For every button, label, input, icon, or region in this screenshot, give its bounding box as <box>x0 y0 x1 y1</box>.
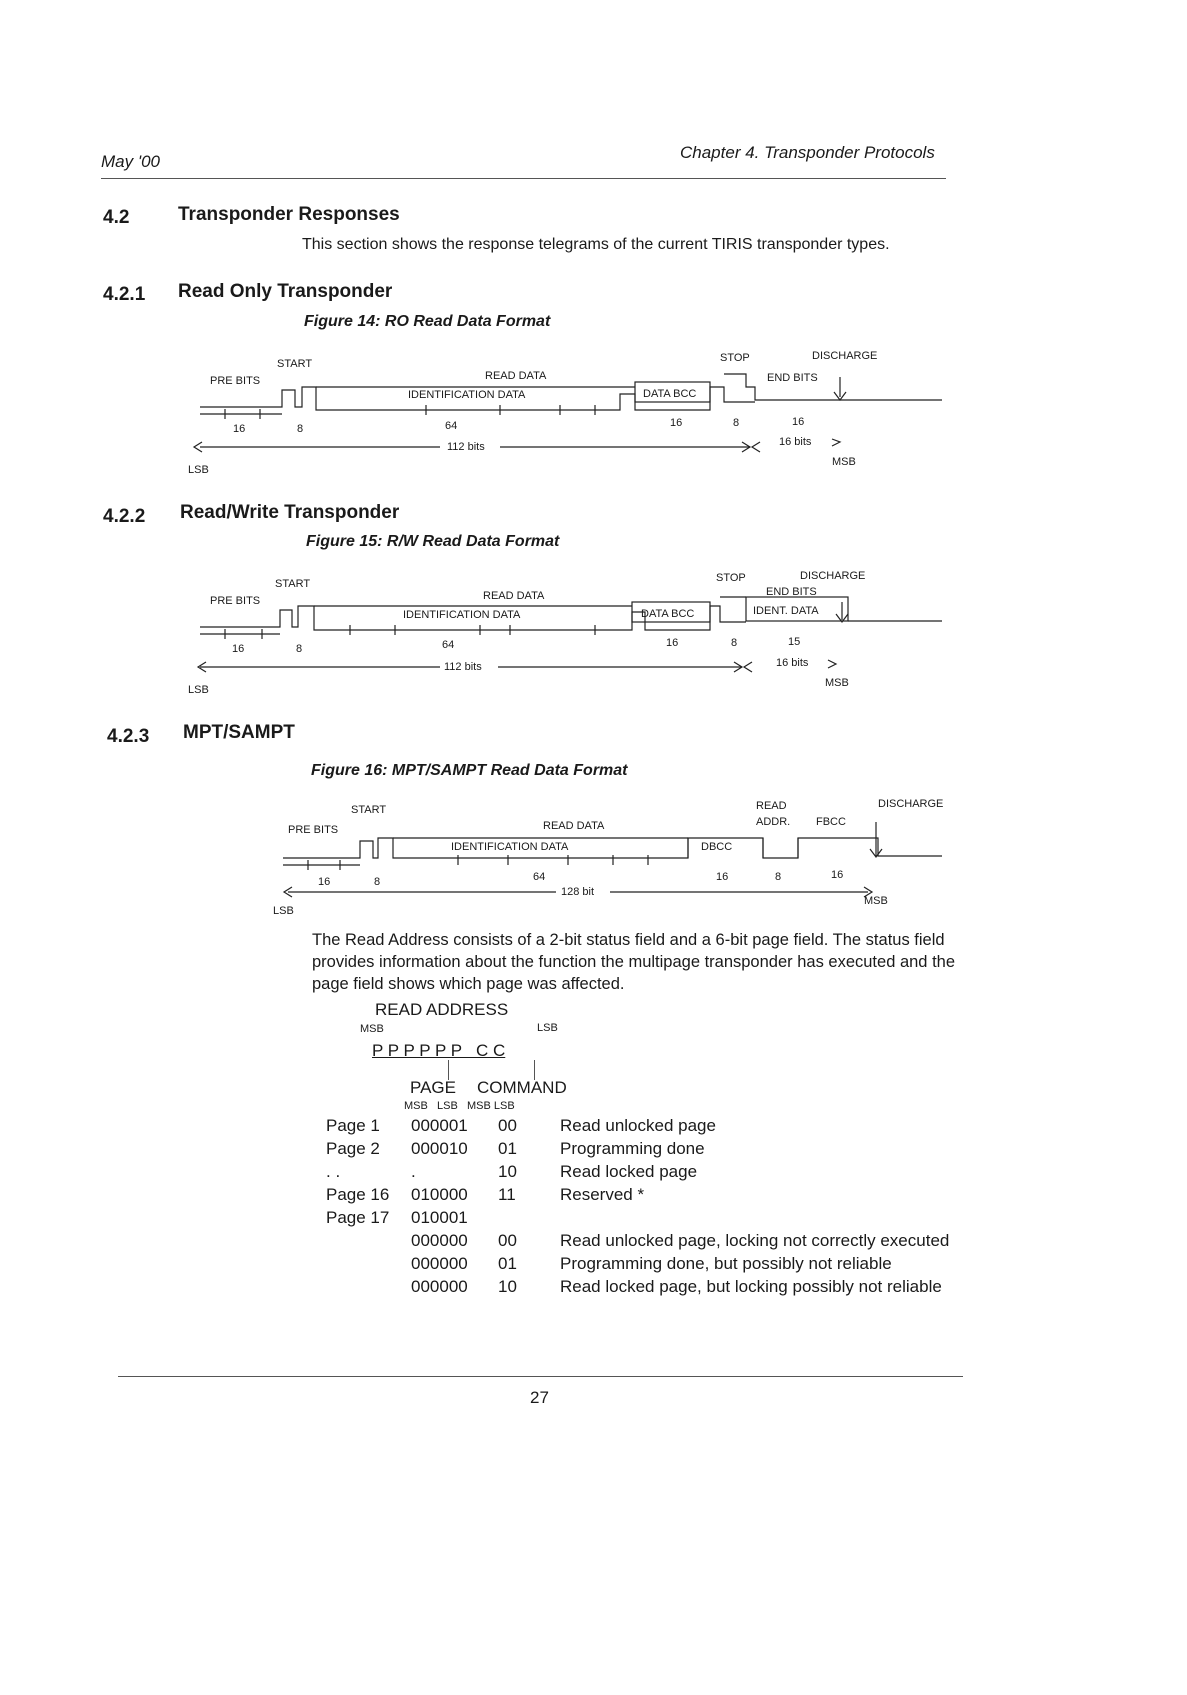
row-binary: 000010 <box>411 1139 468 1158</box>
row-command: 00 <box>498 1116 517 1135</box>
row-description: Read locked page <box>560 1162 698 1181</box>
fig14-bcc-label: DATA BCC <box>643 388 697 400</box>
fig16-num-64: 64 <box>533 871 546 883</box>
row-page: Page 1 <box>326 1116 380 1135</box>
table-row <box>326 1277 966 1300</box>
row-page: . . <box>326 1162 341 1181</box>
fig15-num-8b: 8 <box>731 637 738 649</box>
section-title: Transponder Responses <box>178 204 400 225</box>
row-command: 11 <box>498 1185 516 1204</box>
row-description: Programming done, but possibly not reliable <box>560 1254 892 1273</box>
msb-lsb-sublabels: MSB LSB MSB LSB <box>404 1100 515 1112</box>
fig16-num-8b: 8 <box>775 871 782 883</box>
row-description: Programming done <box>560 1139 705 1158</box>
fig15-msb: MSB <box>825 677 849 689</box>
fig14-num-16a: 16 <box>233 423 246 435</box>
fig14-stop-label: STOP <box>720 352 750 364</box>
row-description: Read locked page, but locking possibly not reliable <box>560 1277 942 1296</box>
fig15-112bits: 112 bits <box>444 661 482 673</box>
fig16-readdata-label: READ DATA <box>543 820 605 832</box>
row-page: Page 17 <box>326 1208 390 1227</box>
row-binary: 010000 <box>411 1185 468 1204</box>
row-description: Read unlocked page, locking not correctly executed <box>560 1231 950 1250</box>
fig14-prebits-label: PRE BITS <box>210 375 261 387</box>
section-number: 4.2 <box>103 207 130 228</box>
fig14-num-64: 64 <box>445 420 458 432</box>
fig14-discharge-label: DISCHARGE <box>812 350 878 362</box>
fig16-num-16b: 16 <box>716 871 729 883</box>
fig15-num-16b: 16 <box>666 637 679 649</box>
fig16-num-16c: 16 <box>831 869 844 881</box>
fig15-stop-label: STOP <box>716 572 746 584</box>
figure-15-diagram <box>180 562 950 697</box>
row-binary: 000000 <box>411 1277 468 1296</box>
fig14-lsb: LSB <box>188 464 209 476</box>
fig15-num-64: 64 <box>442 639 455 651</box>
row-binary: 000000 <box>411 1254 468 1273</box>
footer-rule <box>118 1376 963 1377</box>
fig16-fbcc-label: FBCC <box>816 816 846 828</box>
sub3-title: MPT/SAMPT <box>183 722 295 743</box>
fig16-prebits-label: PRE BITS <box>288 824 339 836</box>
row-page: Page 16 <box>326 1185 390 1204</box>
fig15-discharge-label: DISCHARGE <box>800 570 866 582</box>
table-row <box>326 1208 966 1231</box>
page-label: PAGE <box>410 1078 456 1097</box>
row-command: 10 <box>498 1162 517 1181</box>
fig16-discharge-label: DISCHARGE <box>878 798 944 810</box>
read-address-bits: P P P P P P C C <box>372 1041 506 1060</box>
command-label: COMMAND <box>477 1078 567 1097</box>
page-number: 27 <box>530 1388 549 1407</box>
row-binary: . <box>411 1162 416 1181</box>
fig15-num-15: 15 <box>788 636 801 648</box>
sub2-number: 4.2.2 <box>103 506 146 527</box>
sub2-title: Read/Write Transponder <box>180 502 400 523</box>
fig15-endbits-label: END BITS <box>766 586 817 598</box>
header-chapter: Chapter 4. Transponder Protocols <box>680 143 935 162</box>
row-command: 01 <box>498 1254 517 1273</box>
fig15-num-16a: 16 <box>232 643 245 655</box>
row-command: 01 <box>498 1139 517 1158</box>
table-row <box>326 1254 966 1277</box>
sub1-title: Read Only Transponder <box>178 281 393 302</box>
table-row <box>326 1116 966 1139</box>
read-address-title: READ ADDRESS <box>375 1000 509 1019</box>
figure-14-caption: Figure 14: RO Read Data Format <box>304 313 551 330</box>
fig14-num-16b: 16 <box>670 417 683 429</box>
fig14-num-8b: 8 <box>733 417 740 429</box>
fig15-ident-label: IDENTIFICATION DATA <box>403 609 521 621</box>
table-row <box>326 1162 966 1185</box>
fig15-lsb: LSB <box>188 684 209 696</box>
fig15-16bits: 16 bits <box>776 657 809 669</box>
page-table <box>326 1116 966 1300</box>
fig14-ident-label: IDENTIFICATION DATA <box>408 389 526 401</box>
fig15-prebits-label: PRE BITS <box>210 595 261 607</box>
row-description: Reserved * <box>560 1185 645 1204</box>
fig16-dbcc-label: DBCC <box>701 841 733 853</box>
fig16-lsb: LSB <box>273 905 294 917</box>
fig16-msb: MSB <box>864 895 888 907</box>
fig16-num-16a: 16 <box>318 876 331 888</box>
fig15-bcc-label: DATA BCC <box>641 608 695 620</box>
sub3-number: 4.2.3 <box>107 726 150 747</box>
fig15-readdata-label: READ DATA <box>483 590 545 602</box>
row-command: 00 <box>498 1231 517 1250</box>
figure-14-diagram <box>180 342 950 477</box>
row-description: Read unlocked page <box>560 1116 716 1135</box>
fig14-msb: MSB <box>832 456 856 468</box>
fig14-16bits: 16 bits <box>779 436 812 448</box>
fig15-ident2-label: IDENT. DATA <box>753 605 819 617</box>
fig16-ident-label: IDENTIFICATION DATA <box>451 841 569 853</box>
row-page: Page 2 <box>326 1139 380 1158</box>
command-pointer-line <box>534 1060 535 1080</box>
figure-15-caption: Figure 15: R/W Read Data Format <box>306 533 560 550</box>
fig15-num-8a: 8 <box>296 643 303 655</box>
fig14-num-8a: 8 <box>297 423 304 435</box>
read-address-msb: MSB <box>360 1023 384 1035</box>
fig14-start-label: START <box>277 358 313 370</box>
fig16-readaddr2: ADDR. <box>756 816 791 828</box>
row-binary: 010001 <box>411 1208 468 1227</box>
fig15-start-label: START <box>275 578 311 590</box>
sub1-number: 4.2.1 <box>103 284 146 305</box>
read-address-lsb: LSB <box>537 1022 558 1034</box>
fig16-num-8a: 8 <box>374 876 381 888</box>
header-rule <box>101 178 946 179</box>
row-binary: 000001 <box>411 1116 468 1135</box>
fig14-num-16c: 16 <box>792 416 805 428</box>
row-binary: 000000 <box>411 1231 468 1250</box>
fig16-128bit: 128 bit <box>561 886 595 898</box>
page-pointer-line <box>448 1060 449 1080</box>
fig16-start-label: START <box>351 804 387 816</box>
fig14-readdata-label: READ DATA <box>485 370 547 382</box>
table-row <box>326 1185 966 1208</box>
figure-16-diagram <box>268 792 958 922</box>
table-row <box>326 1231 966 1254</box>
read-address-paragraph: The Read Address consists of a 2-bit status field and a 6-bit page field. The status field provides information about the function the multipage transponder has executed and the page field shows which page was affected. <box>312 931 956 993</box>
fig16-readaddr1: READ <box>756 800 787 812</box>
fig14-endbits-label: END BITS <box>767 372 818 384</box>
row-command: 10 <box>498 1277 517 1296</box>
header-date: May '00 <box>101 152 160 171</box>
section-intro: This section shows the response telegrams of the current TIRIS transponder types. <box>302 236 890 253</box>
fig14-112bits: 112 bits <box>447 441 485 453</box>
table-row <box>326 1139 966 1162</box>
figure-16-caption: Figure 16: MPT/SAMPT Read Data Format <box>311 762 628 779</box>
